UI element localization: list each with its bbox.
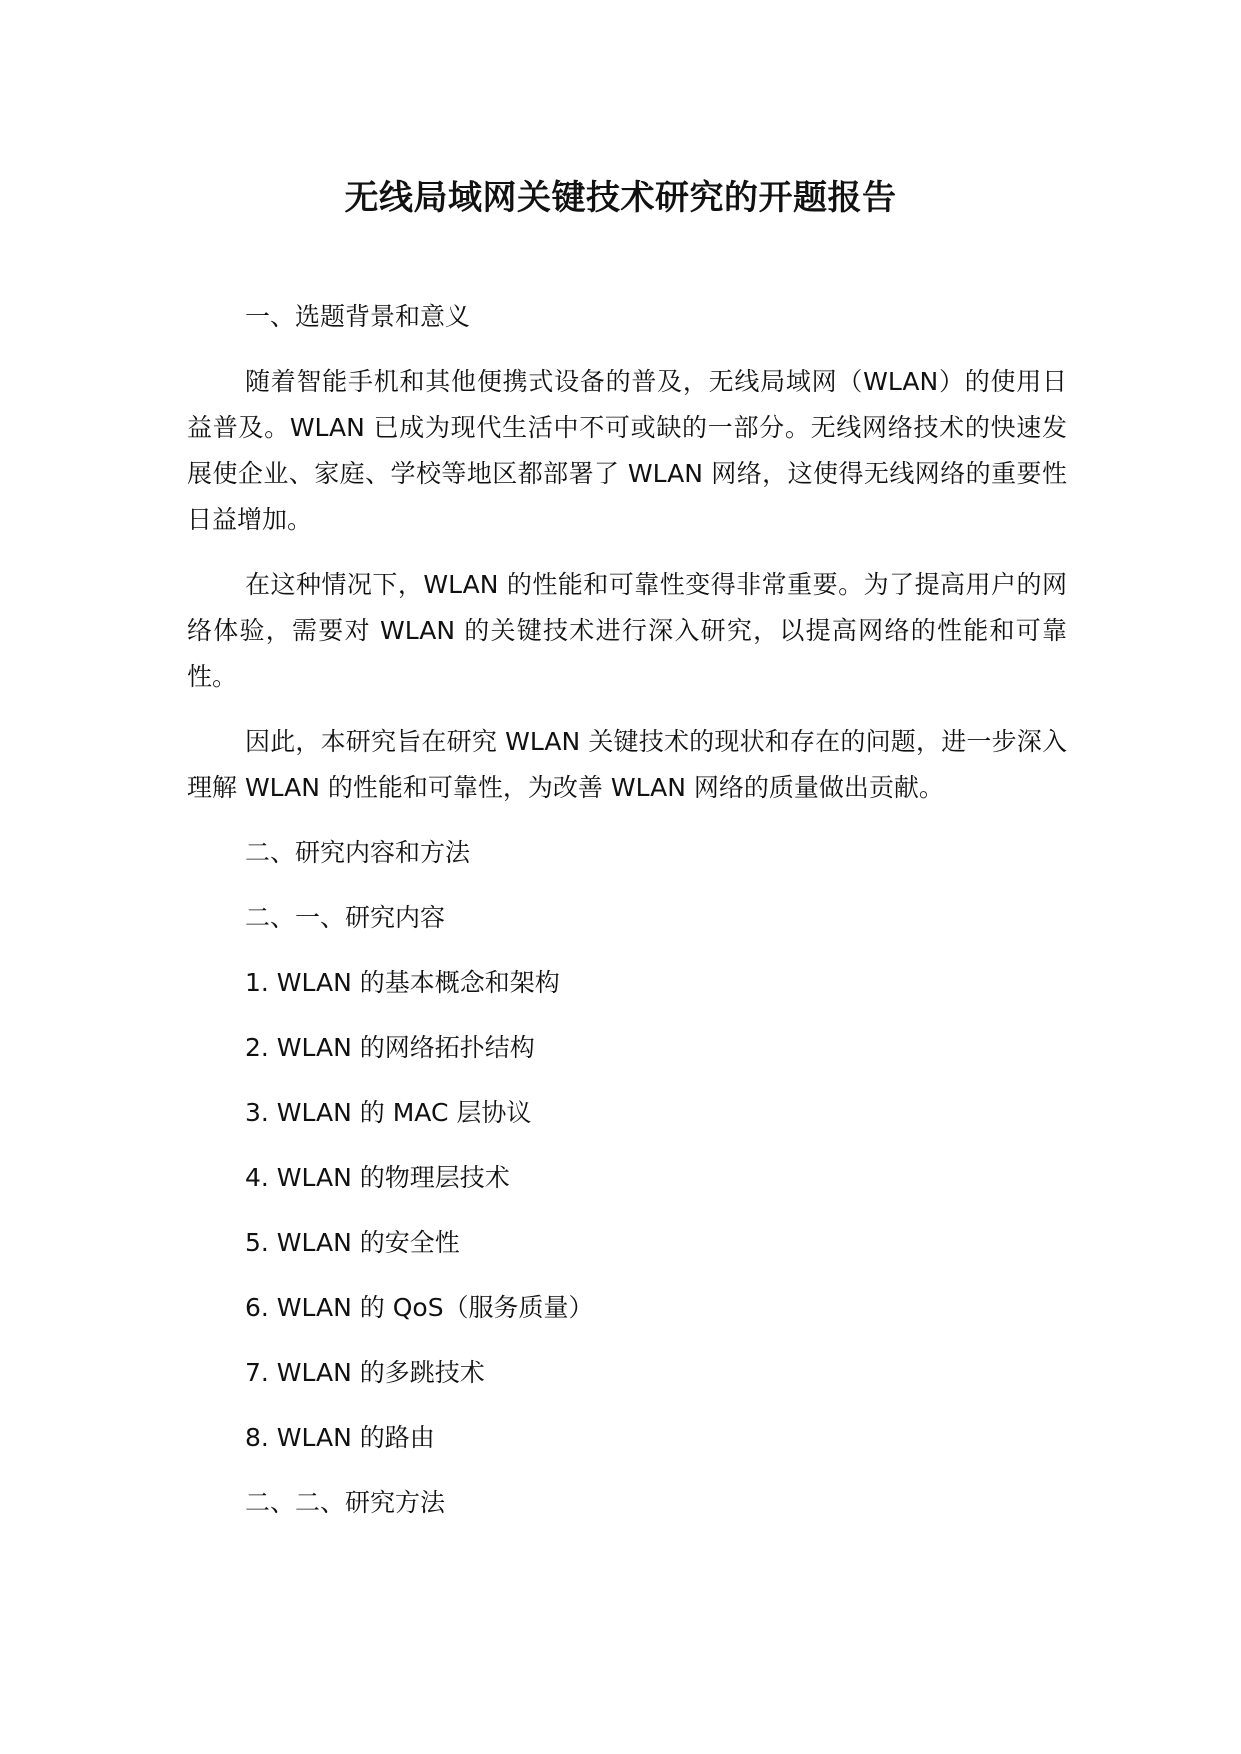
list-item: 5. WLAN 的安全性 xyxy=(245,1228,460,1257)
list-item: 3. WLAN 的 MAC 层协议 xyxy=(245,1098,532,1127)
list-item: 4. WLAN 的物理层技术 xyxy=(245,1163,510,1192)
list-item: 6. WLAN 的 QoS（服务质量） xyxy=(245,1293,594,1322)
section-heading-content-methods: 二、研究内容和方法 xyxy=(245,838,471,867)
document-body xyxy=(187,294,1067,1545)
paragraph-background-3: 因此，本研究旨在研究 WLAN 关键技术的现状和存在的问题，进一步深入理解 WLAN 的性能和可靠性，为改善 WLAN 网络的质量做出贡献。 xyxy=(187,727,1067,802)
paragraph-background-1: 随着智能手机和其他便携式设备的普及，无线局域网（WLAN）的使用日益普及。WLAN 已成为现代生活中不可或缺的一部分。无线网络技术的快速发展使企业、家庭、学校等地区都部署了 WLAN 网络，这使得无线网络的重要性日益增加。 xyxy=(187,367,1067,534)
document-title: 无线局域网关键技术研究的开题报告 xyxy=(344,178,897,218)
list-item: 8. WLAN 的路由 xyxy=(245,1423,435,1452)
paragraph-background-2: 在这种情况下，WLAN 的性能和可靠性变得非常重要。为了提高用户的网络体验，需要对 WLAN 的关键技术进行深入研究，以提高网络的性能和可靠性。 xyxy=(187,570,1067,691)
list-item: 1. WLAN 的基本概念和架构 xyxy=(245,968,560,997)
subsection-heading-content: 二、一、研究内容 xyxy=(245,903,446,932)
section-heading-background: 一、选题背景和意义 xyxy=(245,302,471,331)
list-item: 7. WLAN 的多跳技术 xyxy=(245,1358,485,1387)
subsection-heading-methods: 二、二、研究方法 xyxy=(245,1488,446,1517)
list-item: 2. WLAN 的网络拓扑结构 xyxy=(245,1033,535,1062)
